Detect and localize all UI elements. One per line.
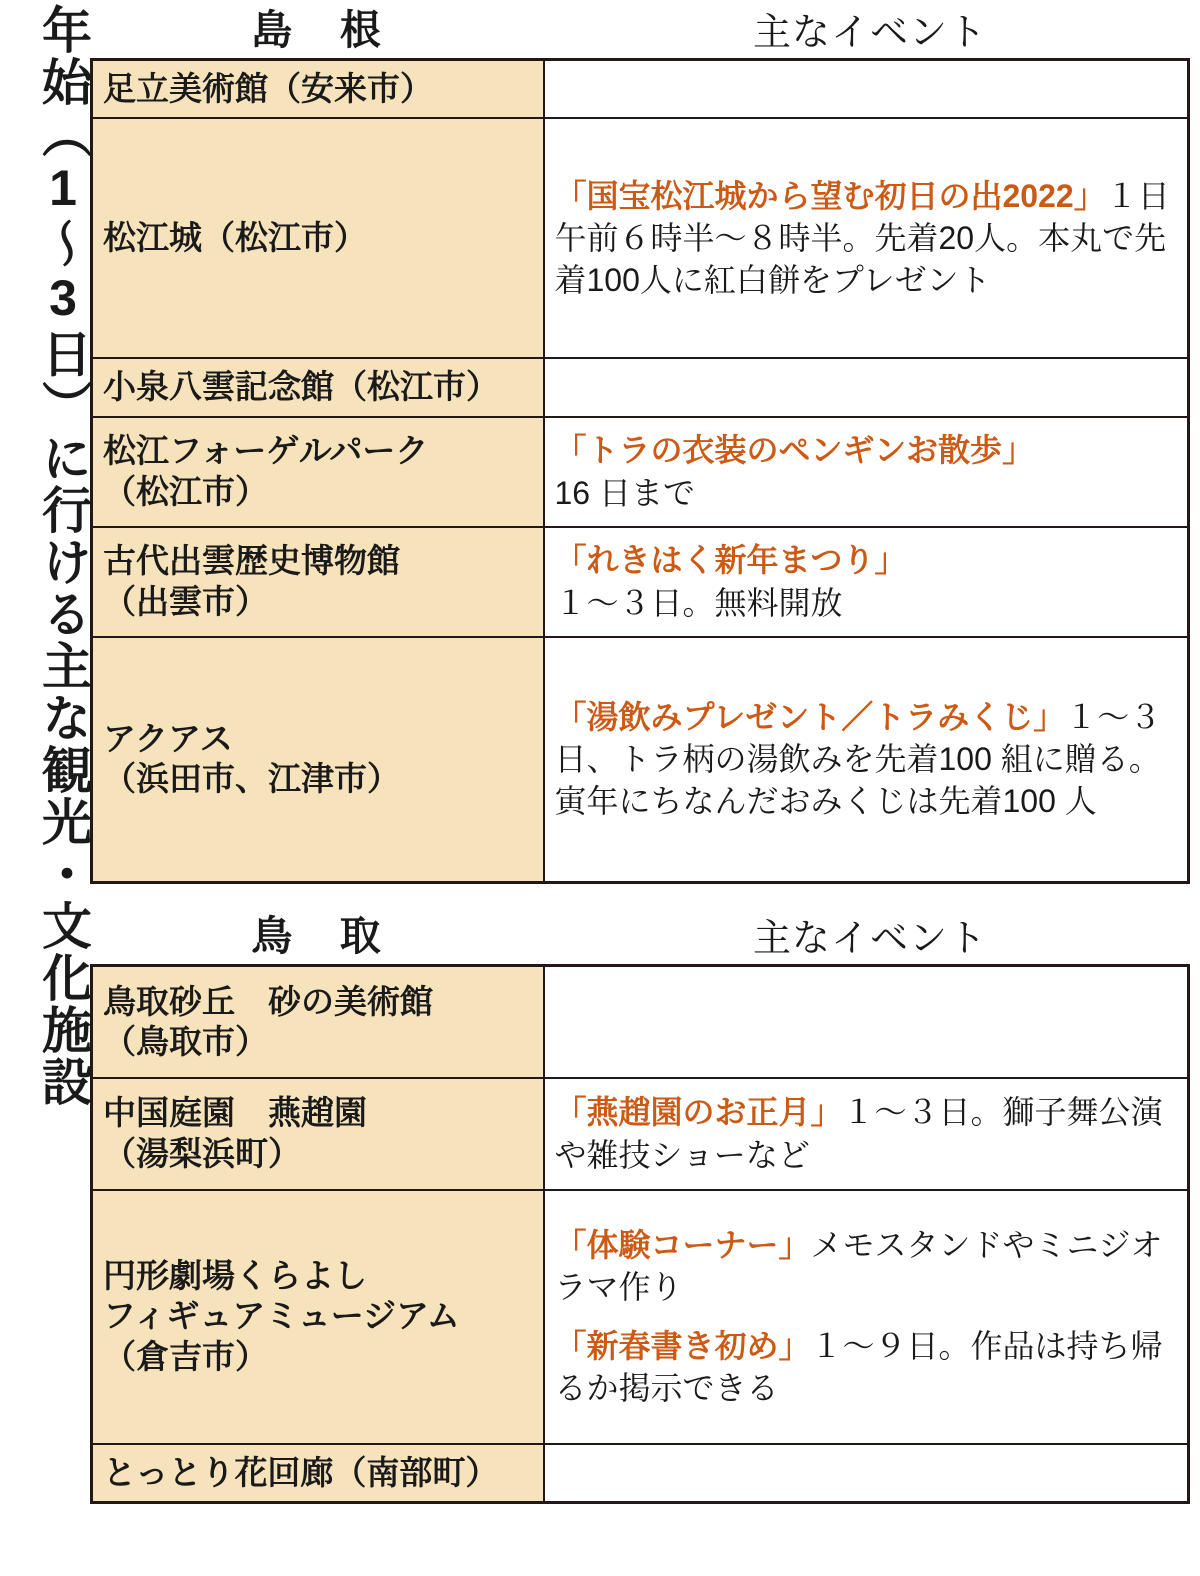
- facility-name: 小泉八雲記念館（松江市）: [92, 358, 544, 416]
- event-block: [555, 1224, 1178, 1308]
- table-row: [92, 417, 1189, 527]
- event-detail: 16 日まで: [554, 474, 695, 511]
- event-detail: メモスタンドやミニジオラマ作り: [554, 1227, 1163, 1306]
- facility-name: 古代出雲歴史博物館 （出雲市）: [92, 527, 544, 637]
- facility-name: アクアス （浜田市、江津市）: [92, 637, 544, 883]
- facility-events: [544, 1444, 1189, 1503]
- prefecture-label: 鳥 取: [251, 913, 399, 959]
- facility-name: 円形劇場くらよし フィギュアミュージアム （倉吉市）: [92, 1190, 544, 1444]
- event-title: 「国宝松江城から望む初日の出2022」: [554, 177, 1106, 214]
- event-title: 「体験コーナー」: [554, 1227, 811, 1264]
- facility-events: [544, 527, 1189, 637]
- table-row: [92, 1078, 1189, 1190]
- section-header-tottori: [90, 906, 1198, 964]
- event-detail: １～９日。作品は持ち帰るか掲示できる: [554, 1327, 1163, 1406]
- table-row: [92, 118, 1189, 358]
- section-header-shimane: [90, 0, 1198, 58]
- table-row: [92, 637, 1189, 883]
- page-title: 年始（1～3日）に行ける主な観光・文化施設: [35, 4, 91, 1108]
- event-title: 「燕趙園のお正月」: [554, 1094, 843, 1131]
- event-detail: １～３日。無料開放: [554, 584, 843, 621]
- table-row: [92, 1444, 1189, 1503]
- event-title: 「れきはく新年まつり」: [554, 542, 907, 579]
- section-tottori: [90, 906, 1198, 1504]
- facility-name: とっとり花回廊（南部町）: [92, 1444, 544, 1503]
- facility-events: [544, 417, 1189, 527]
- event-title: 「トラの衣装のペンギンお散歩」: [554, 432, 1035, 469]
- table-row: [92, 60, 1189, 119]
- tables-container: [90, 0, 1198, 1504]
- facility-events: [544, 358, 1189, 416]
- event-block: [555, 1325, 1178, 1409]
- event-title: 「湯飲みプレゼント／トラみくじ」: [554, 698, 1066, 735]
- facility-name: 足立美術館（安来市）: [92, 60, 544, 119]
- table-shimane: [90, 58, 1190, 884]
- facility-name: 松江フォーゲルパーク （松江市）: [92, 417, 544, 527]
- facility-name: 中国庭園 燕趙園 （湯梨浜町）: [92, 1078, 544, 1190]
- facility-name: 松江城（松江市）: [92, 118, 544, 358]
- table-row: [92, 358, 1189, 416]
- table-row: [92, 527, 1189, 637]
- event-detail: １～３日、トラ柄の湯飲みを先着100 組に贈る。寅年にちなんだおみくじは先着100 人: [554, 698, 1162, 820]
- event-detail: １～３日。獅子舞公演や雑技ショーなど: [554, 1094, 1163, 1173]
- facility-events: [544, 1190, 1189, 1444]
- facility-events: [544, 60, 1189, 119]
- events-column-label: 主なイベント: [752, 918, 987, 960]
- table-tottori: [90, 964, 1190, 1504]
- facility-events: [544, 118, 1189, 358]
- prefecture-label: 島 根: [251, 7, 399, 53]
- event-title: 「新春書き初め」: [554, 1327, 811, 1364]
- event-detail: １日午前６時半～８時半。先着20人。本丸で先着100人に紅白餅をプレゼント: [554, 177, 1170, 299]
- facility-events: [544, 966, 1189, 1078]
- facility-name: 鳥取砂丘 砂の美術館 （鳥取市）: [92, 966, 544, 1078]
- events-column-label: 主なイベント: [752, 12, 987, 54]
- table-row: [92, 966, 1189, 1078]
- section-shimane: [90, 0, 1198, 884]
- facility-events: [544, 637, 1189, 883]
- facility-events: [544, 1078, 1189, 1190]
- table-row: [92, 1190, 1189, 1444]
